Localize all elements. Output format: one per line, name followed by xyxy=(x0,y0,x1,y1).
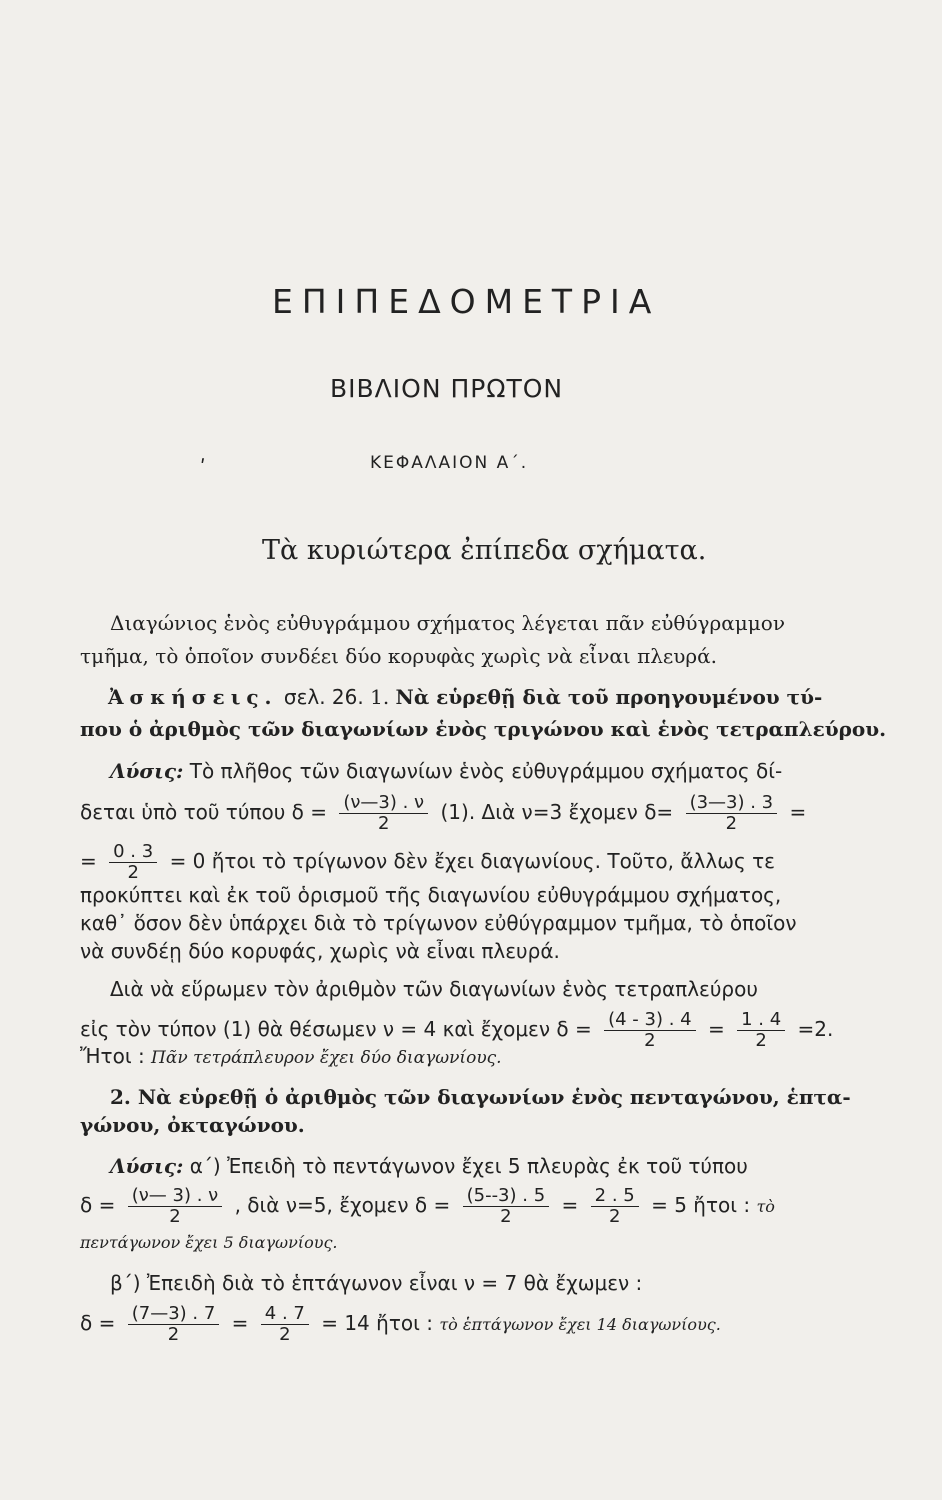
solution2-line-2 xyxy=(80,1186,775,1227)
quadrilateral-fraction xyxy=(604,1010,696,1051)
solution1-text-2a: δεται ὑπὸ τοῦ τύπου δ = xyxy=(80,800,327,824)
heptagon-fraction xyxy=(128,1304,220,1345)
chapter-title: ΚΕΦΑΛΑΙΟΝ Α΄. xyxy=(370,453,529,473)
quadrilateral-fraction-2 xyxy=(737,1010,785,1051)
solution2-text-2d: = 5 ἤτοι : xyxy=(651,1193,751,1217)
fraction-denominator: 2 xyxy=(500,1206,512,1227)
solution1-label: Λύσις: xyxy=(110,759,184,783)
solution2-text-2b: , διὰ ν=5, ἔχομεν δ = xyxy=(234,1193,451,1217)
solution1-line-3 xyxy=(80,842,775,883)
solution1-text-8c: =2. xyxy=(797,1017,834,1041)
solution2-text-5b: = xyxy=(231,1311,249,1335)
heptagon-conclusion: τὸ ἑπτάγωνον ἔχει 14 διαγωνίους. xyxy=(439,1315,721,1334)
book-title: ΒΙΒΛΙΟΝ ΠΡΩΤΟΝ xyxy=(330,374,564,403)
exercise-heading xyxy=(108,684,822,710)
triangle-fraction xyxy=(686,793,778,834)
solution1-line-1 xyxy=(110,758,782,784)
exercise-line-1: Νὰ εὑρεθῇ διὰ τοῦ προηγουμένου τύ- xyxy=(395,685,823,709)
fraction-numerator: (ν— 3) . ν xyxy=(128,1186,223,1207)
fraction-denominator: 2 xyxy=(378,813,390,834)
exercise-page-ref: σελ. 26. xyxy=(283,685,364,709)
solution2-text-5c: = 14 ἤτοι : xyxy=(321,1311,433,1335)
solution1-text-2c: = xyxy=(789,800,807,824)
solution1-line-6: νὰ συνδέῃ δύο κορυφάς, χωρὶς νὰ εἶναι πλευρά. xyxy=(80,939,560,963)
solution1-line-5: καθ᾽ ὅσον δὲν ὑπάρχει διὰ τὸ τρίγωνον εὐθύγραμμον τμῆμα, τὸ ὁποῖον xyxy=(80,911,797,935)
pentagon-fraction xyxy=(463,1186,550,1227)
solution2-label: Λύσις: xyxy=(110,1154,184,1178)
fraction-denominator: 2 xyxy=(169,1206,181,1227)
solution2-text-2c: = xyxy=(561,1193,579,1217)
pentagon-fraction-2 xyxy=(591,1186,639,1227)
solution1-text-8b: = xyxy=(707,1017,725,1041)
solution1-text-8a: εἰς τὸν τύπον (1) θὰ θέσωμεν ν = 4 καὶ ἔχομεν δ = xyxy=(80,1017,592,1041)
solution1-line-4: προκύπτει καὶ ἐκ τοῦ ὁρισμοῦ τῆς διαγωνίου εὐθυγράμμου σχήματος, xyxy=(80,883,782,907)
solution2-text-1: α΄) Ἐπειδὴ τὸ πεντάγωνον ἔχει 5 πλευρὰς ἐκ τοῦ τύπου xyxy=(189,1154,748,1178)
solution2-line-4: β΄) Ἐπειδὴ διὰ τὸ ἑπτάγωνον εἶναι ν = 7 θὰ ἔχωμεν : xyxy=(110,1271,643,1295)
exercise-line-2: που ὁ ἀριθμὸς τῶν διαγωνίων ἑνὸς τριγώνου καὶ ἑνὸς τετραπλεύρου. xyxy=(80,717,887,741)
solution2-line-1 xyxy=(110,1153,748,1179)
fraction-numerator: (5--3) . 5 xyxy=(463,1186,550,1207)
exercise2-line-1: 2. Νὰ εὑρεθῇ ὁ ἀριθμὸς τῶν διαγωνίων ἑνὸς πενταγώνου, ἑπτα- xyxy=(110,1085,851,1109)
main-title: ΕΠΙΠΕΔΟΜΕΤΡΙΑ xyxy=(272,282,661,321)
solution1-line-7: Διὰ νὰ εὕρωμεν τὸν ἀριθμὸν τῶν διαγωνίων ἑνὸς τετραπλεύρου xyxy=(110,977,758,1001)
fraction-denominator: 2 xyxy=(644,1030,656,1051)
fraction-numerator: (ν—3) . ν xyxy=(339,793,428,814)
definition-line-2: τμῆμα, τὸ ὁποῖον συνδέει δύο κορυφὰς χωρὶς νὰ εἶναι πλευρά. xyxy=(80,644,718,668)
fraction-numerator: 2 . 5 xyxy=(591,1186,639,1207)
quadrilateral-conclusion: Πᾶν τετράπλευρον ἔχει δύο διαγωνίους. xyxy=(151,1048,502,1068)
fraction-denominator: 2 xyxy=(755,1030,767,1051)
fraction-numerator: 1 . 4 xyxy=(737,1010,785,1031)
fraction-numerator: (7—3) . 7 xyxy=(128,1304,220,1325)
solution2-text-2e: τὸ xyxy=(756,1197,775,1216)
exercise-number: 1. xyxy=(370,685,390,709)
solution2-line-5 xyxy=(80,1304,721,1345)
stray-mark: ʹ xyxy=(200,455,206,479)
zero-fraction xyxy=(109,842,157,883)
formula-fraction xyxy=(128,1186,223,1227)
solution1-text-1: Τὸ πλῆθος τῶν διαγωνίων ἑνὸς εὐθυγράμμου σχήματος δί- xyxy=(189,759,783,783)
solution2-text-5a: δ = xyxy=(80,1311,116,1335)
exercise-label: Ἀσκήσεις. xyxy=(108,685,278,709)
solution2-text-2a: δ = xyxy=(80,1193,116,1217)
fraction-numerator: 4 . 7 xyxy=(261,1304,309,1325)
exercise2-line-2: γώνου, ὀκταγώνου. xyxy=(80,1113,305,1137)
fraction-numerator: 0 . 3 xyxy=(109,842,157,863)
fraction-numerator: (4 - 3) . 4 xyxy=(604,1010,696,1031)
section-title: Τὰ κυριώτερα ἐπίπεδα σχήματα. xyxy=(262,535,707,566)
formula-diagonals-fraction xyxy=(339,793,428,834)
solution1-text-2b: (1). Διὰ ν=3 ἔχομεν δ= xyxy=(440,800,674,824)
solution1-text-9a: Ἤτοι : xyxy=(80,1044,145,1068)
fraction-denominator: 2 xyxy=(127,862,139,883)
definition-line-1: Διαγώνιος ἑνὸς εὐθυγράμμου σχήματος λέγεται πᾶν εὐθύγραμμον xyxy=(110,611,785,635)
heptagon-fraction-2 xyxy=(261,1304,309,1345)
fraction-denominator: 2 xyxy=(725,813,738,834)
solution1-line-2 xyxy=(80,793,806,834)
solution1-text-3a: = xyxy=(80,849,97,873)
fraction-denominator: 2 xyxy=(279,1324,291,1345)
fraction-denominator: 2 xyxy=(167,1324,180,1345)
solution1-line-9 xyxy=(80,1043,502,1071)
fraction-denominator: 2 xyxy=(608,1206,621,1227)
fraction-numerator: (3—3) . 3 xyxy=(686,793,778,814)
pentagon-conclusion: πεντάγωνον ἔχει 5 διαγωνίους. xyxy=(80,1233,338,1252)
solution1-text-3b: = 0 ἤτοι τὸ τρίγωνον δὲν ἔχει διαγωνίους. Τοῦτο, ἄλλως τε xyxy=(169,849,775,873)
